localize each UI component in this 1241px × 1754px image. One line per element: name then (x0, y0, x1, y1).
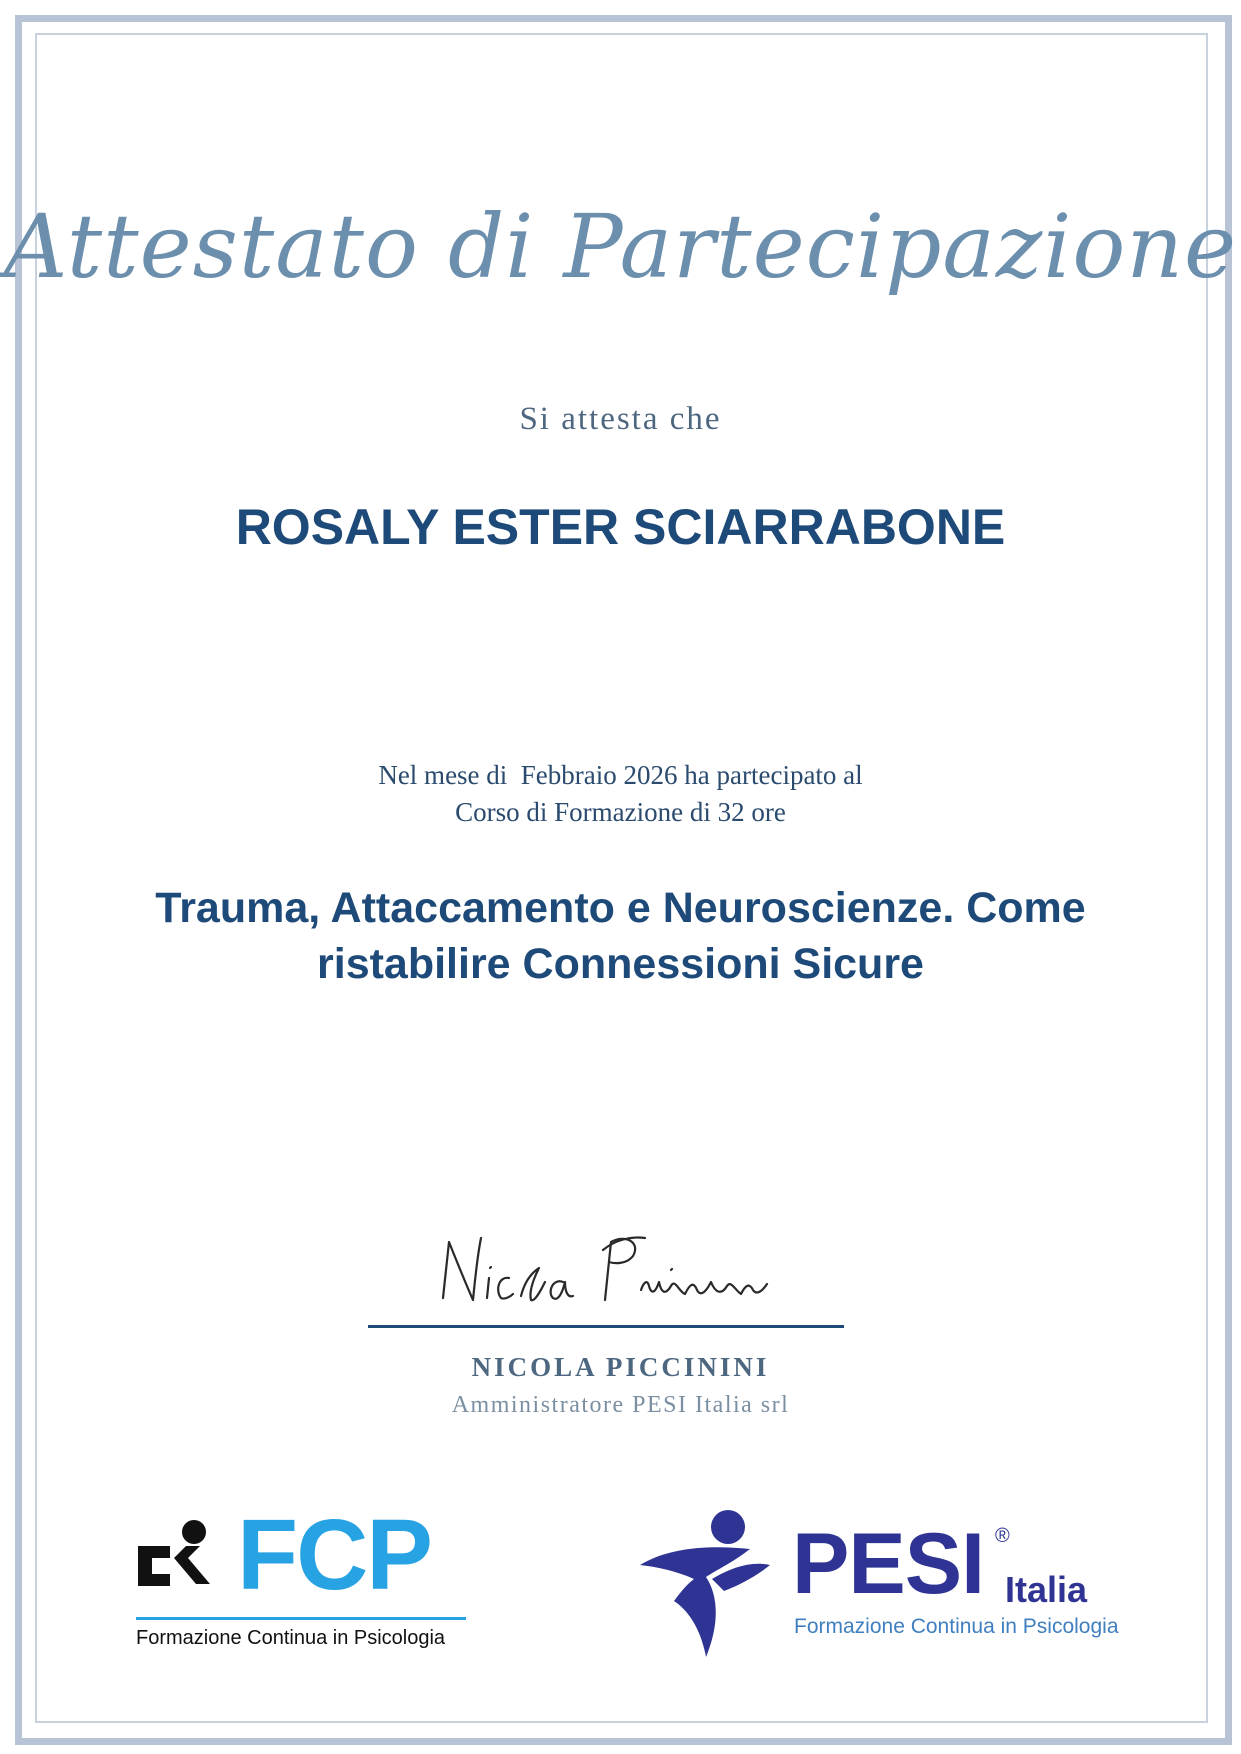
pesi-logo (640, 1505, 1160, 1665)
handwritten-signature (435, 1220, 815, 1320)
signature-line (368, 1325, 844, 1328)
certificate-title: Attestato di Partecipazione (3, 195, 1238, 298)
attestation-intro: Si attesta che (519, 401, 722, 437)
pesi-figure-icon (640, 1505, 780, 1665)
fcp-wordmark: FCP (237, 1499, 431, 1611)
signer-role: Amministratore PESI Italia srl (451, 1392, 790, 1418)
recipient-name: ROSALY ESTER SCIARRABONE (235, 499, 1006, 555)
period-line-2: Corso di Formazione di 32 ore (455, 797, 786, 827)
period-line-1: Nel mese di Febbraio 2026 ha partecipato al (378, 760, 863, 790)
signer-name: NICOLA PICCININI (471, 1352, 770, 1382)
fcp-tagline: Formazione Continua in Psicologia (136, 1627, 446, 1649)
fcp-logo (132, 1499, 472, 1650)
pesi-tagline: Formazione Continua in Psicologia (794, 1615, 1119, 1638)
fcp-divider (136, 1617, 466, 1620)
course-title: Trauma, Attaccamento e Neuroscienze. Come ristabilire Connessioni Sicure (155, 884, 1086, 988)
registered-mark: ® (995, 1525, 1010, 1547)
fcp-figure-icon (136, 1518, 216, 1598)
pesi-wordmark: PESI (792, 1516, 984, 1612)
participation-period (0, 757, 1241, 831)
pesi-region: Italia (1005, 1569, 1088, 1610)
